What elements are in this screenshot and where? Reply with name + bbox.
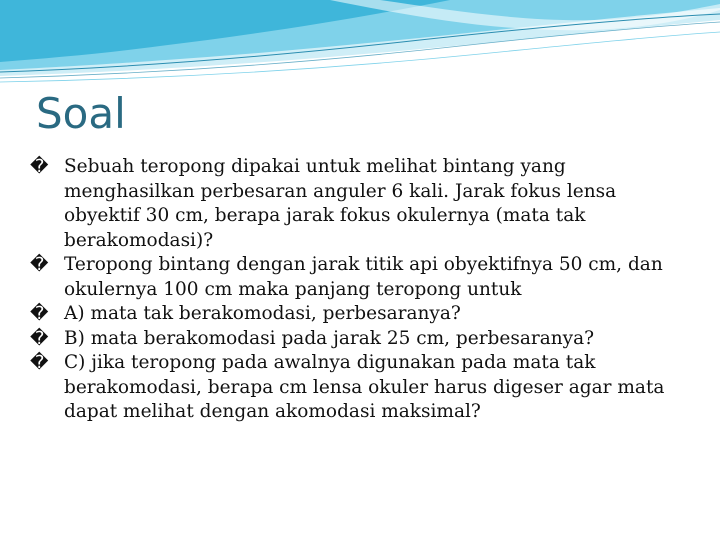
list-item xyxy=(30,351,690,425)
list-item-text: B) mata berakomodasi pada jarak 25 cm, perbesaranya? xyxy=(64,327,595,349)
list-item-text: Teropong bintang dengan jarak titik api obyektifnya 50 cm, dan okulernya 100 cm maka panjang teropong untuk xyxy=(64,254,663,300)
slide-content-list xyxy=(30,155,690,425)
replacement-char-bullet-icon: � xyxy=(30,303,49,324)
list-item xyxy=(30,327,690,352)
list-item xyxy=(30,253,690,302)
list-item-text: C) jika teropong pada awalnya digunakan pada mata tak berakomodasi, berapa cm lensa okuler harus digeser agar mata dapat melihat dengan akomodasi maksimal? xyxy=(64,352,665,422)
list-item xyxy=(30,302,690,327)
replacement-char-bullet-icon: � xyxy=(30,156,49,177)
list-item xyxy=(30,155,690,253)
replacement-char-bullet-icon: � xyxy=(30,254,49,275)
slide-title: Soal xyxy=(36,89,126,138)
replacement-char-bullet-icon: � xyxy=(30,327,49,349)
replacement-char-bullet-icon: � xyxy=(30,352,49,373)
list-item-text: A) mata tak berakomodasi, perbesaranya? xyxy=(64,303,461,324)
header-wave-decoration xyxy=(0,0,720,90)
list-item-text: Sebuah teropong dipakai untuk melihat bintang yang menghasilkan perbesaran anguler 6 kali. Jarak fokus lensa obyektif 30 cm, berapa jarak fokus okulernya (mata tak berakomodasi)? xyxy=(64,156,617,251)
